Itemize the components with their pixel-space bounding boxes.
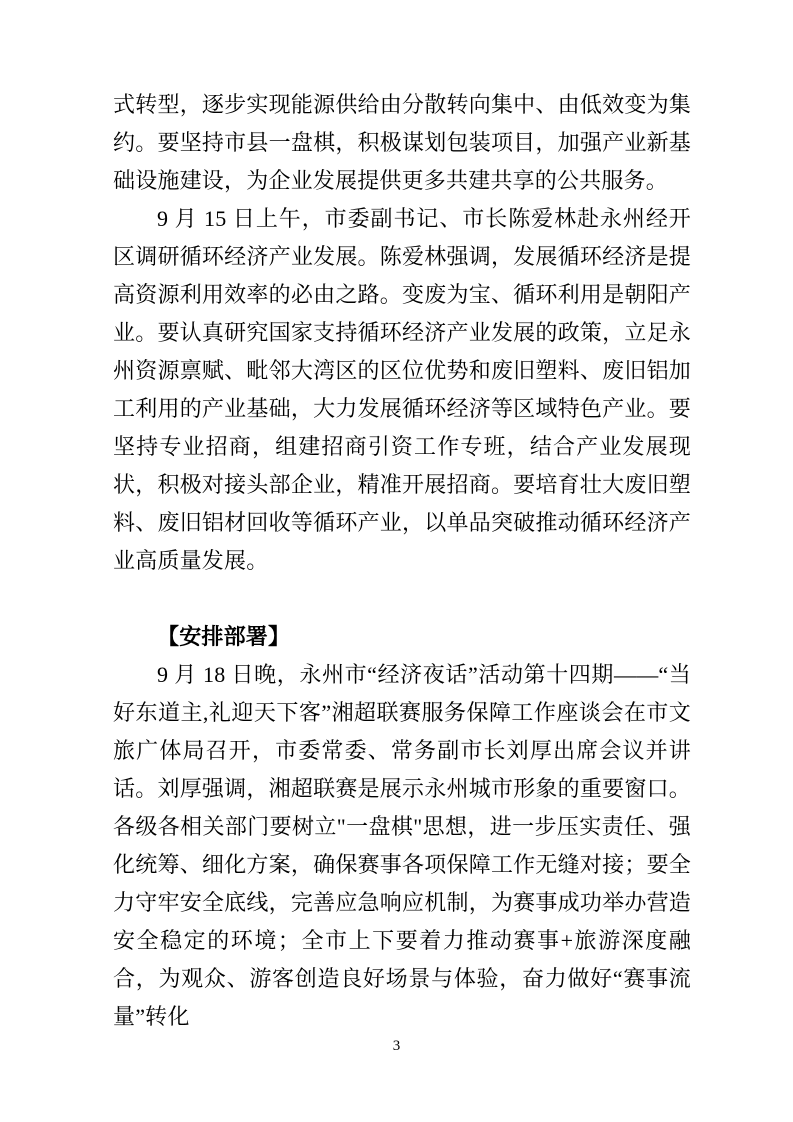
paragraph-continuation: 式转型，逐步实现能源供给由分散转向集中、由低效变为集约。要坚持市县一盘棋，积极谋划包装项目，加强产业新基础设施建设，为企业发展提供更多共建共享的公共服务。 (113, 92, 691, 193)
page-number: 3 (392, 1038, 401, 1054)
paragraph-sep15-research: 9 月 15 日上午，市委副书记、市长陈爱林赴永州经开区调研循环经济产业发展。陈爱林强调，发展循环经济是提高资源利用效率的必由之路。变废为宝、循环利用是朝阳产业。要认真研究国家支持循环经济产业发展的政策，立足永州资源禀赋、毗邻大湾区的区位优势和废旧塑料、废旧铝加工利用的产业基础，大力发展循环经济等区域特色产业。要坚持专业招商，组建招商引资工作专班，结合产业发展现状，积极对接头部企业，精准开展招商。要培育壮大废旧塑料、废旧铝材回收等循环产业，以单品突破推动循环经济产业高质量发展。 (113, 206, 691, 573)
paragraph-sep18-meeting: 9 月 18 日晚，永州市“经济夜话”活动第十四期——“当好东道主,礼迎天下客”湘超联赛服务保障工作座谈会在市文旅广体局召开，市委常委、常务副市长刘厚出席会议并讲话。刘厚强调，湘超联赛是展示永州城市形象的重要窗口。各级各相关部门要树立"一盘棋"思想，进一步压实责任、强化统筹、细化方案，确保赛事各项保障工作无缝对接；要全力守牢安全底线，完善应急响应机制，为赛事成功举办营造安全稳定的环境；全市上下要着力推动赛事+旅游深度融合，为观众、游客创造良好场景与体验，奋力做好“赛事流量”转化 (113, 662, 691, 1029)
document-body (113, 86, 691, 1036)
section-heading: 【安排部署】 (157, 624, 291, 649)
